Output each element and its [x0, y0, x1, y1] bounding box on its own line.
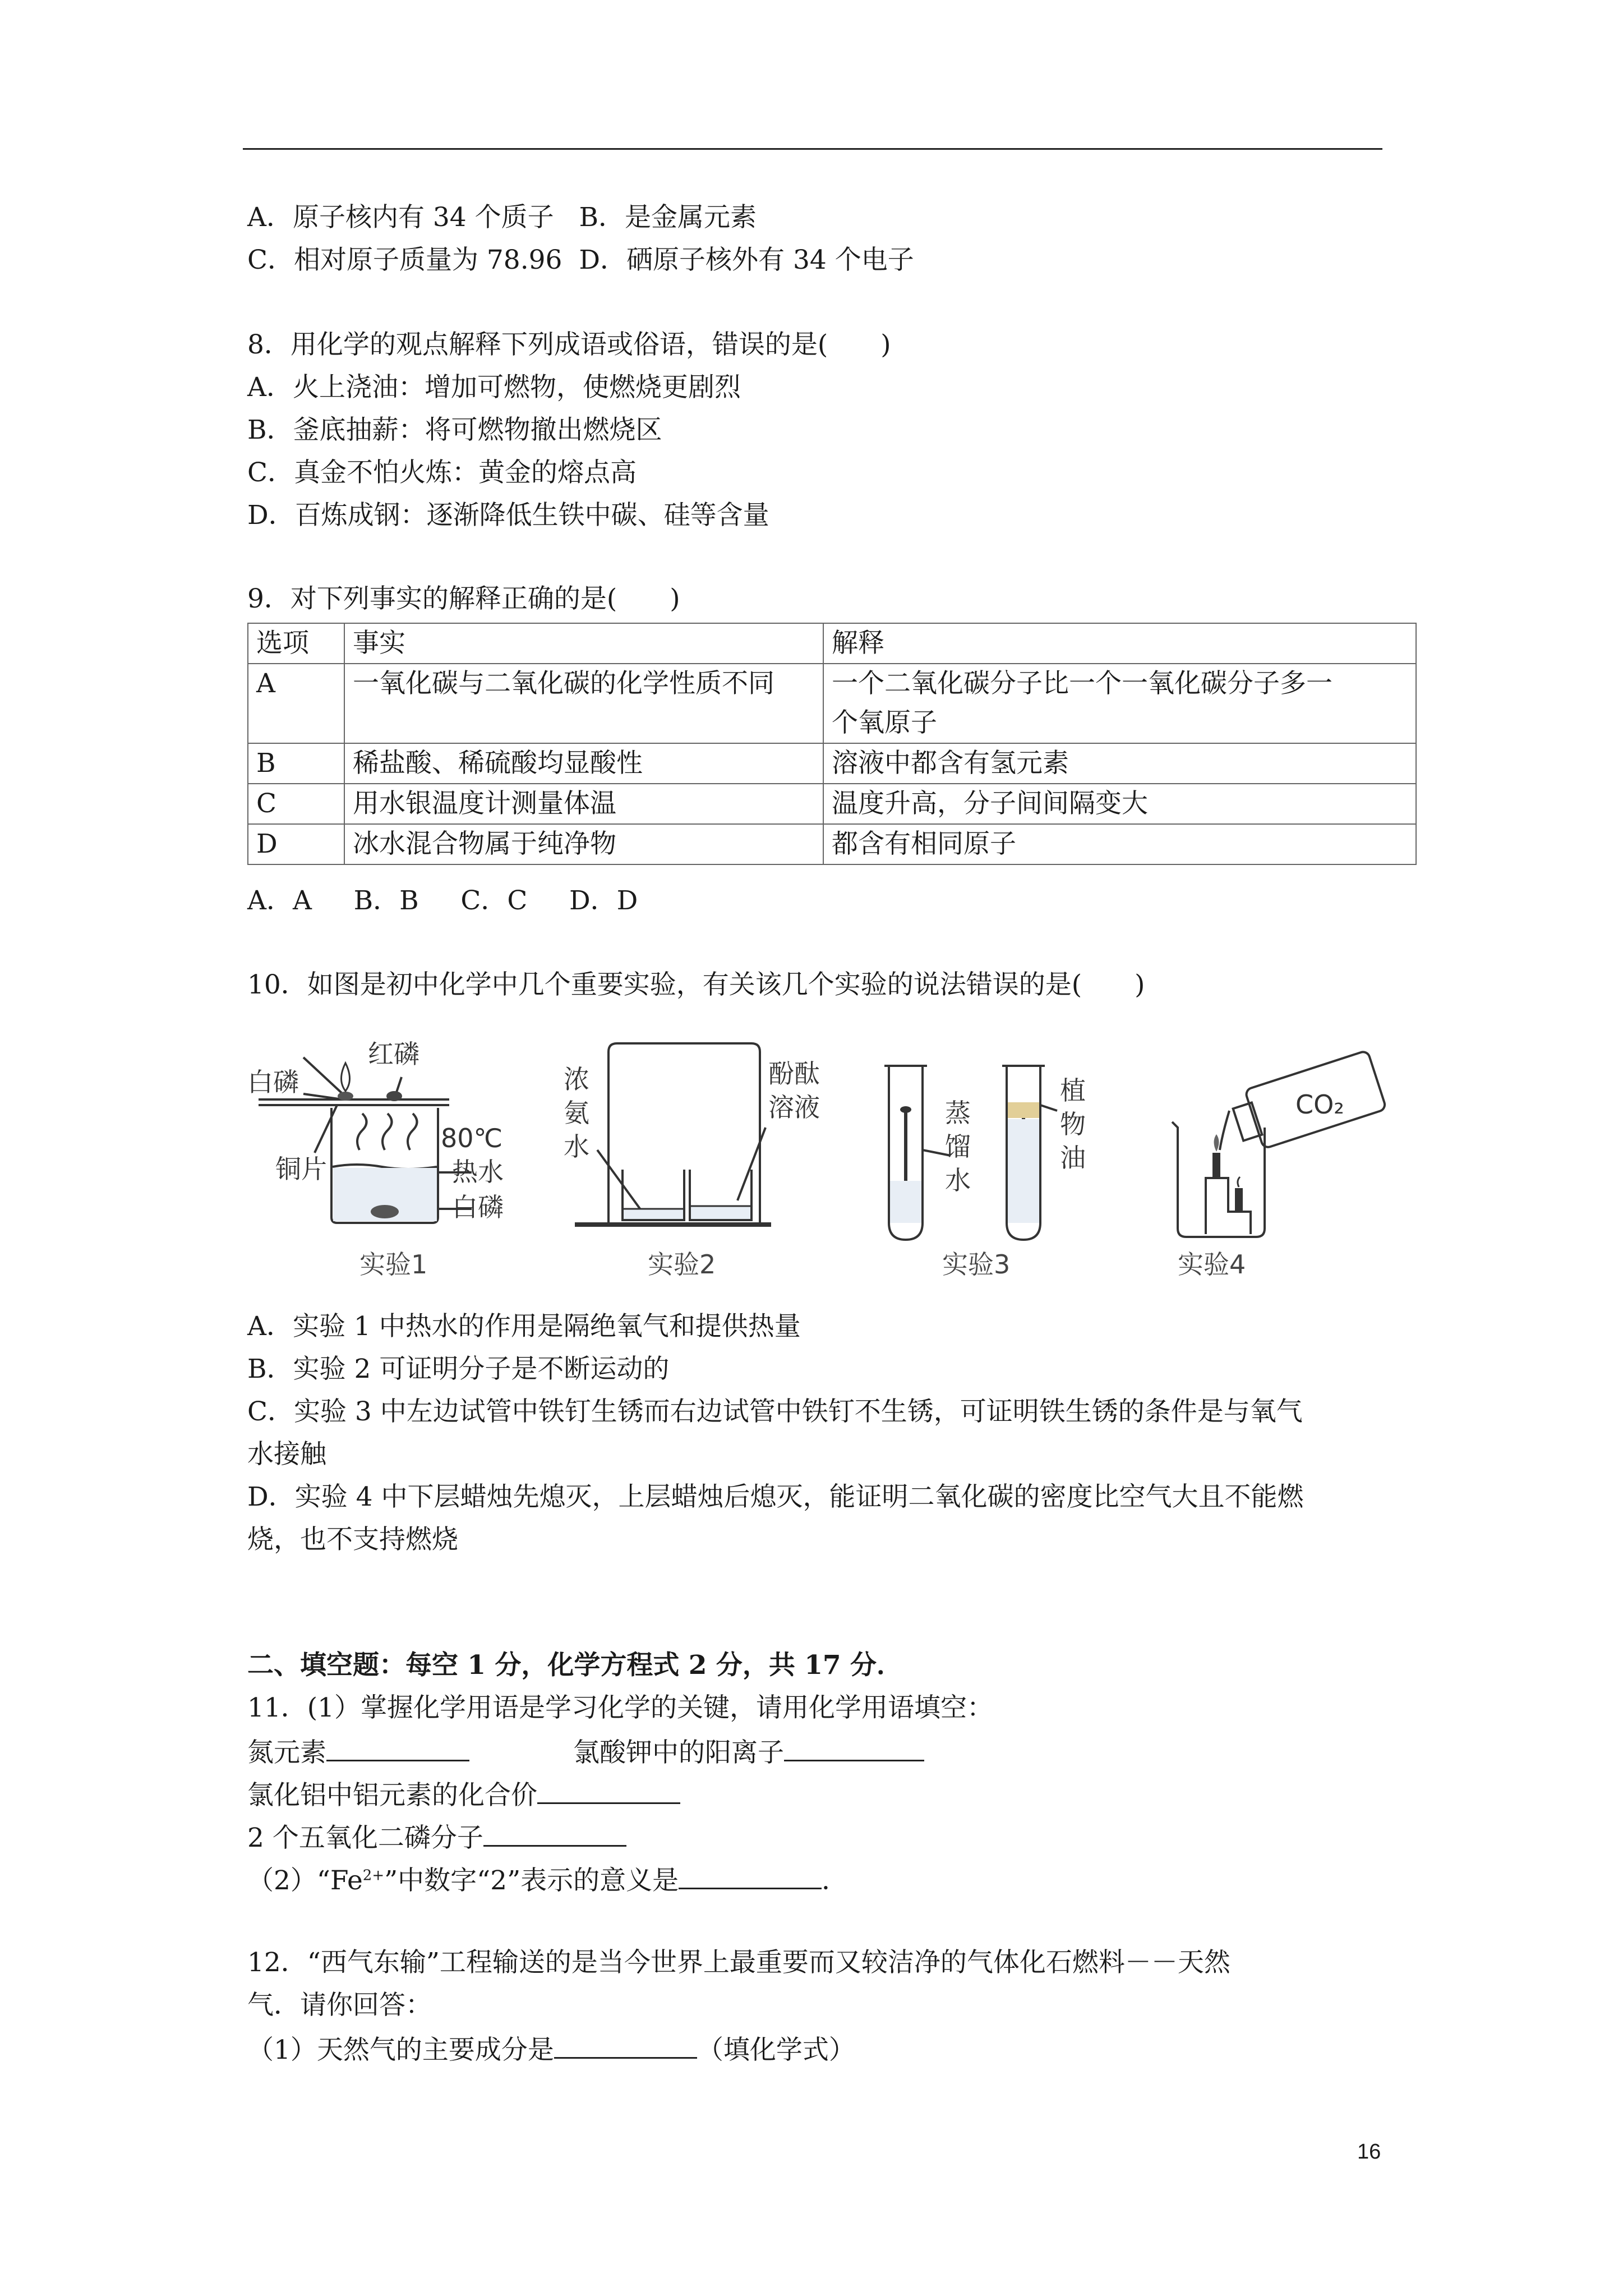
label-white-phosphorus-top: 白磷: [247, 1067, 299, 1097]
label-water: 水: [564, 1131, 589, 1162]
table-cell-fact: 用水银温度计测量体温: [344, 784, 823, 824]
q11-stem: 11．(1）掌握化学用语是学习化学的关键，请用化学用语填空：: [247, 1692, 994, 1723]
caption-experiment-3: 实验3: [942, 1249, 1011, 1280]
label-plant-oil-1: 植: [1060, 1075, 1086, 1106]
table-cell-option: A: [248, 664, 344, 743]
table-cell-option: B: [248, 743, 344, 784]
label-plant-oil-2: 物: [1060, 1109, 1086, 1139]
label-phenolphthalein: 酚酞: [768, 1059, 820, 1089]
q9-choices: A．A B．B C．C D．D: [247, 885, 638, 916]
caption-experiment-2: 实验2: [648, 1249, 716, 1280]
table-header-cell: 解释: [823, 623, 1416, 664]
label-distilled-1: 蒸: [945, 1098, 971, 1128]
table-header-row: [248, 623, 1416, 664]
q11-blank1-label: 氮元素: [247, 1737, 326, 1768]
table-row: [248, 664, 1416, 743]
experiment-3-figure: [889, 1038, 1124, 1292]
table-cell-fact: 稀盐酸、稀硫酸均显酸性: [344, 743, 823, 784]
table-cell-explanation: 温度升高，分子间间隔变大: [823, 784, 1416, 824]
table-row: [248, 784, 1416, 824]
answer-blank[interactable]: [326, 1735, 469, 1761]
experiment-4-figure: [1166, 1038, 1408, 1292]
q11-p2-end: ．: [822, 1865, 849, 1896]
table-cell-explanation: 都含有相同原子: [823, 824, 1416, 864]
label-plant-oil-3: 油: [1060, 1143, 1086, 1173]
label-solution: 溶液: [768, 1092, 820, 1122]
q8-stem: 8．用化学的观点解释下列成语或俗语，错误的是( ): [247, 329, 891, 360]
caption-experiment-4: 实验4: [1178, 1249, 1246, 1280]
q10-option-b: B．实验 2 可证明分子是不断运动的: [247, 1354, 670, 1384]
section-2-title: 二、填空题：每空 1 分，化学方程式 2 分，共 17 分．: [247, 1650, 903, 1681]
q11-part-2: [247, 1863, 848, 1897]
label-red-phosphorus: 红磷: [368, 1039, 419, 1069]
q11-blank2-label: 氯酸钾中的阳离子: [573, 1737, 784, 1768]
q12-part-1: [247, 2032, 855, 2066]
answer-blank[interactable]: [537, 1778, 680, 1804]
q10-option-d-line1: D．实验 4 中下层蜡烛先熄灭，上层蜡烛后熄灭，能证明二氧化碳的密度比空气大且不能燃: [247, 1481, 1304, 1512]
q8-option-d: D．百炼成钢：逐渐降低生铁中碳、硅等含量: [247, 500, 769, 531]
q12-stem-line1: 12．“西气东输”工程输送的是当今世界上最重要而又较洁净的气体化石燃料－－天然: [247, 1947, 1230, 1978]
q12-p1-post: （填化学式）: [697, 2035, 855, 2065]
q8-option-b: B．釜底抽薪：将可燃物撤出燃烧区: [247, 415, 662, 445]
label-white-phosphorus-bottom: 白磷: [452, 1192, 504, 1222]
table-row: [248, 743, 1416, 784]
q10-stem: 10．如图是初中化学中几个重要实验，有关该几个实验的说法错误的是( ): [247, 969, 1145, 1000]
q8-option-a: A．火上浇油：增加可燃物，使燃烧更剧烈: [247, 372, 741, 403]
answer-blank[interactable]: [679, 1863, 822, 1889]
table-row: [248, 824, 1416, 864]
explanation-line: 一个二氧化碳分子比一个一氧化碳分子多一: [832, 668, 1332, 699]
q7-options-line2: C．相对原子质量为 78.96 D．硒原子核外有 34 个电子: [247, 245, 914, 275]
q11-p2-pre: （2）“Fe: [247, 1865, 363, 1896]
label-distilled-3: 水: [945, 1165, 971, 1195]
table-cell-explanation: 溶液中都含有氢元素: [823, 743, 1416, 784]
q11-row-3: [247, 1820, 626, 1854]
answer-blank[interactable]: [483, 1820, 626, 1847]
label-co2: CO₂: [1295, 1089, 1344, 1120]
table-cell-option: C: [248, 784, 344, 824]
q11-p2-post: ”中数字“2”表示的意义是: [384, 1865, 679, 1896]
q10-option-c-line2: 水接触: [247, 1439, 326, 1470]
q11-row-1: [247, 1735, 924, 1769]
caption-experiment-1: 实验1: [359, 1249, 428, 1280]
q8-option-c: C．真金不怕火炼：黄金的熔点高: [247, 457, 637, 488]
header-rule: [243, 148, 1382, 150]
label-ammonia: 氨: [564, 1098, 589, 1128]
answer-blank[interactable]: [554, 2032, 697, 2059]
table-cell-option: D: [248, 824, 344, 864]
label-80c: 80℃: [441, 1123, 503, 1153]
q11-p2-superscript: 2+: [362, 1867, 385, 1884]
q11-blank3-label: 氯化铝中铝元素的化合价: [247, 1780, 537, 1811]
q10-option-c-line1: C．实验 3 中左边试管中铁钉生锈而右边试管中铁钉不生锈，可证明铁生锈的条件是与氧气: [247, 1396, 1303, 1427]
q9-stem: 9．对下列事实的解释正确的是( ): [247, 583, 680, 614]
label-conc: 浓: [564, 1064, 589, 1094]
q12-stem-line2: 气．请你回答：: [247, 1990, 432, 2021]
q11-row-2: [247, 1778, 680, 1811]
experiment-1-figure: [247, 1038, 528, 1292]
q10-option-d-line2: 烧，也不支持燃烧: [247, 1524, 458, 1555]
label-hot-water: 热水: [452, 1157, 504, 1187]
experiment-2-figure: [564, 1038, 844, 1292]
table-cell-fact: 一氧化碳与二氧化碳的化学性质不同: [344, 664, 823, 743]
label-distilled-2: 馏: [945, 1131, 971, 1162]
q12-p1-pre: （1）天然气的主要成分是: [247, 2035, 554, 2065]
table-header-cell: 事实: [344, 623, 823, 664]
page-number: 16: [1357, 2140, 1381, 2164]
q7-options-line1: A．原子核内有 34 个质子 B．是金属元素: [247, 202, 757, 233]
q9-table: [247, 623, 1417, 865]
answer-blank[interactable]: [784, 1735, 924, 1761]
table-header-cell: 选项: [248, 623, 344, 664]
label-copper-plate: 铜片: [275, 1154, 327, 1184]
q10-option-a: A．实验 1 中热水的作用是隔绝氧气和提供热量: [247, 1311, 801, 1342]
explanation-line: 个氧原子: [832, 707, 937, 738]
table-cell-explanation: [823, 664, 1416, 743]
table-cell-fact: 冰水混合物属于纯净物: [344, 824, 823, 864]
q11-blank4-label: 2 个五氧化二磷分子: [247, 1823, 483, 1853]
